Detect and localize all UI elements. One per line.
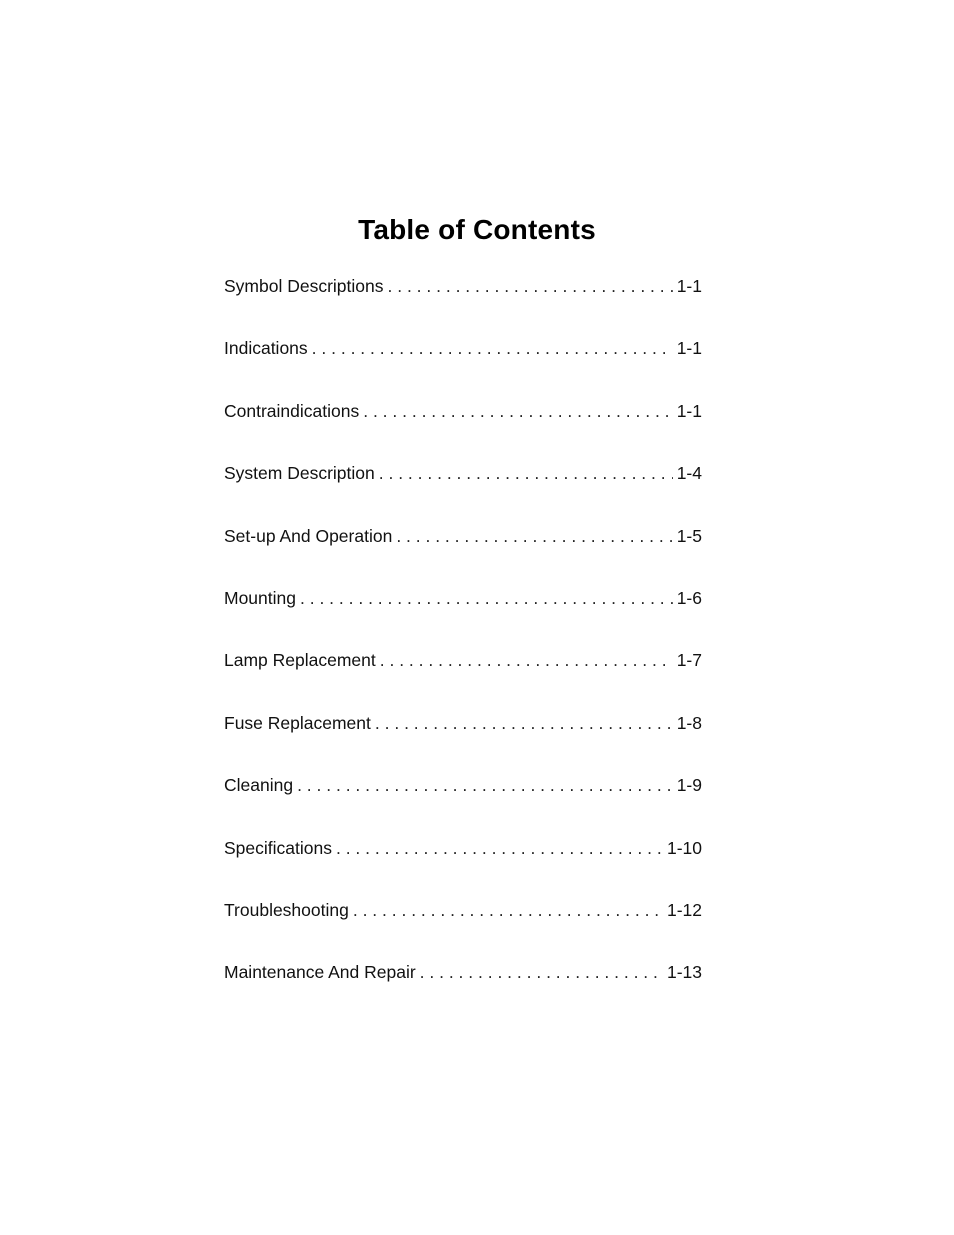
toc-entry-page: 1-1 xyxy=(676,338,702,359)
toc-entry-troubleshooting[interactable] xyxy=(224,898,702,960)
toc-entry-page: 1-7 xyxy=(676,650,702,671)
toc-list xyxy=(224,274,702,1023)
toc-entry-page: 1-13 xyxy=(666,962,702,983)
toc-entry-title: Symbol Descriptions xyxy=(224,276,384,296)
toc-entry-specifications[interactable] xyxy=(224,836,702,898)
toc-entry-system-description[interactable] xyxy=(224,461,702,523)
toc-entry-fuse-replacement[interactable] xyxy=(224,711,702,773)
toc-entry-title: System Description xyxy=(224,463,375,484)
toc-entry-page: 1-10 xyxy=(666,837,702,858)
toc-entry-page: 1-8 xyxy=(676,712,702,733)
toc-entry-title: Indications xyxy=(224,338,308,359)
toc-entry-title: Cleaning xyxy=(224,775,294,796)
toc-entry-page: 1-5 xyxy=(676,525,702,546)
dot-leader xyxy=(297,773,673,797)
toc-entry-title: Fuse Replacement xyxy=(224,712,371,733)
toc-entry-title: Contraindications xyxy=(224,400,360,421)
toc-entry-symbol-descriptions[interactable] xyxy=(224,274,702,336)
toc-entry-cleaning[interactable] xyxy=(224,773,702,835)
dot-leader xyxy=(380,648,673,672)
toc-entry-title: Set-up And Operation xyxy=(224,525,393,546)
page-title: Table of Contents xyxy=(358,214,596,245)
toc-entry-indications[interactable] xyxy=(224,336,702,398)
toc-entry-lamp-replacement[interactable] xyxy=(224,648,702,710)
dot-leader xyxy=(353,898,663,922)
toc-entry-page: 1-9 xyxy=(676,775,702,796)
toc-entry-title: Maintenance And Repair xyxy=(224,962,416,983)
dot-leader xyxy=(363,399,672,423)
toc-entry-mounting[interactable] xyxy=(224,586,702,648)
dot-leader xyxy=(388,274,673,298)
toc-entry-title: Lamp Replacement xyxy=(224,650,376,671)
dot-leader xyxy=(379,461,673,485)
dot-leader xyxy=(300,586,673,610)
toc-entry-page: 1-1 xyxy=(676,400,702,421)
toc-entry-title: Specifications xyxy=(224,837,332,858)
toc-entry-page: 1-6 xyxy=(676,587,702,608)
toc-entry-setup-and-operation[interactable] xyxy=(224,524,702,586)
dot-leader xyxy=(375,711,673,735)
toc-entry-page: 1-4 xyxy=(676,463,702,484)
dot-leader xyxy=(396,524,672,548)
toc-entry-title: Mounting xyxy=(224,587,296,608)
dot-leader xyxy=(312,336,673,360)
dot-leader xyxy=(336,836,663,860)
toc-entry-title: Troubleshooting xyxy=(224,899,349,920)
dot-leader xyxy=(420,960,663,984)
toc-entry-maintenance-and-repair[interactable] xyxy=(224,960,702,1022)
toc-entry-page: 1-12 xyxy=(666,899,702,920)
toc-entry-page: 1-1 xyxy=(676,276,702,296)
toc-entry-contraindications[interactable] xyxy=(224,399,702,461)
